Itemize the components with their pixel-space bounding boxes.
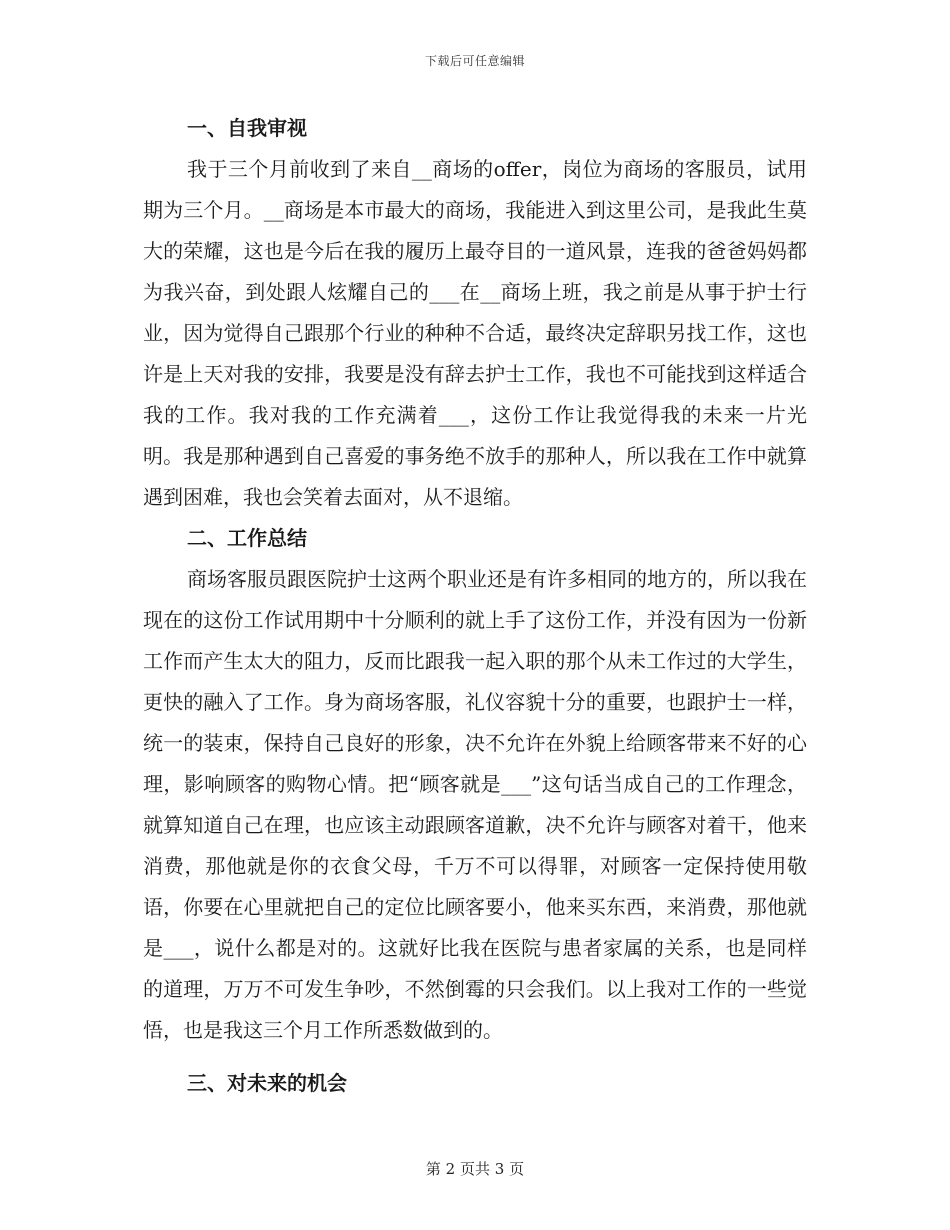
section-paragraph-self-review: 我于三个月前收到了来自__商场的offer，岗位为商场的客服员，试用期为三个月。__商场是本市最大的商场，我能进入到这里公司，是我此生莫大的荣耀，这也是今后在我的履历上最夺目的一道风景，连我的爸爸妈妈都为我兴奋，到处跟人炫耀自己的___在__商场上班，我之前是从事于护士行业，因为觉得自己跟那个行业的种种不合适，最终决定辞职另找工作，这也许是上天对我的安排，我要是没有辞去护士工作，我也不可能找到这样适合我的工作。我对我的工作充满着___，这份工作让我觉得我的未来一片光明。我是那种遇到自己喜爱的事务绝不放手的那种人，所以我在工作中就算遇到困难，我也会笑着去面对，从不退缩。: [143, 157, 807, 509]
section-paragraph-work-summary: 商场客服员跟医院护士这两个职业还是有许多相同的地方的，所以我在现在的这份工作试用期中十分顺利的就上手了这份工作，并没有因为一份新工作而产生太大的阻力，反而比跟我一起入职的那个从未工作过的大学生，更快的融入了工作。身为商场客服，礼仪容貌十分的重要，也跟护士一样，统一的装束，保持自己良好的形象，决不允许在外貌上给顾客带来不好的心理，影响顾客的购物心情。把“顾客就是___”这句话当成自己的工作理念，就算知道自己在理，也应该主动跟顾客道歉，决不允许与顾客对着干，他来消费，那他就是你的衣食父母，千万不可以得罪，对顾客一定保持使用敬语，你要在心里就把自己的定位比顾客要小，他来买东西，来消费，那他就是___，说什么都是对的。这就好比我在医院与患者家属的关系，也是同样的道理，万万不可发生争吵，不然倒霉的只会我们。以上我对工作的一些觉悟，也是我这三个月工作所悉数做到的。: [143, 567, 807, 1042]
section-heading-work-summary: 二、工作总结: [187, 526, 307, 550]
page-header: 下载后可任意编辑: [424, 54, 525, 68]
document-body: [143, 108, 807, 1104]
section-heading-future-opportunity: 三、对未来的机会: [187, 1071, 347, 1095]
page-number-footer: 第 2 页共 3 页: [425, 1160, 525, 1178]
section-heading-self-review: 一、自我审视: [187, 116, 307, 140]
